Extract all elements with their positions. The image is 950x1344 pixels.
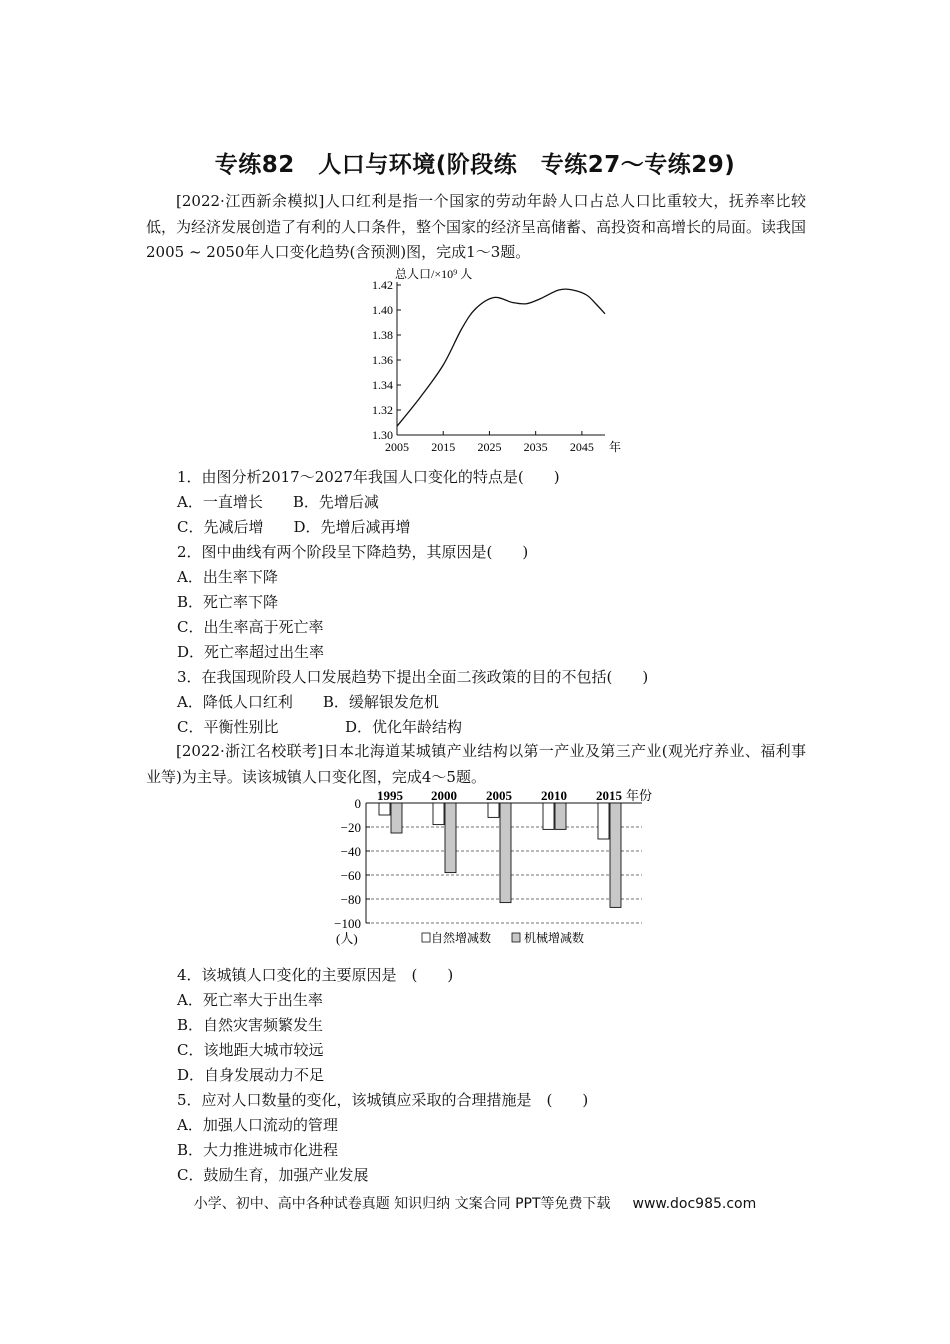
chart1-xtick-label: 2025: [477, 440, 502, 454]
chart1-ytick-label: 1.36: [372, 353, 393, 367]
chart1-xtick-label: 2005: [385, 440, 409, 454]
chart2-ytick-label: 0: [354, 796, 361, 811]
q5-option-a[interactable]: A．加强人口流动的管理: [177, 1116, 338, 1134]
question-4: 4．该城镇人口变化的主要原因是 ( ): [177, 966, 454, 984]
q4-option-c[interactable]: C．该地距大城市较远: [177, 1041, 324, 1059]
legend-label-natural: 自然增减数: [431, 931, 492, 945]
natural-change-bar: [598, 803, 609, 839]
natural-change-bar: [543, 803, 554, 829]
mechanical-change-bar: [555, 803, 566, 829]
legend-label-mechanical: 机械增减数: [524, 931, 585, 945]
chart1-ytick-label: 1.34: [372, 378, 393, 392]
legend-swatch-natural: [422, 933, 430, 942]
footer-site-link[interactable]: www.doc985.com: [632, 1196, 757, 1212]
mechanical-change-bar: [445, 803, 456, 873]
intro-paragraph-1: [146, 189, 806, 266]
q1-option-c[interactable]: C．先减后增: [177, 518, 264, 536]
q5-option-c[interactable]: C．鼓励生育，加强产业发展: [177, 1166, 369, 1184]
chart1-ytick-label: 1.30: [372, 428, 393, 442]
q1-option-d[interactable]: D．先增后减再增: [293, 518, 411, 536]
chart1-ytick-label: 1.40: [372, 303, 393, 317]
mechanical-change-bar: [610, 803, 621, 907]
chart2-category-label: 1995: [377, 788, 403, 803]
q1-options-row-1: [177, 491, 379, 512]
footer-text: 小学、初中、高中各种试卷真题 知识归纳 文案合同 PPT等免费下载: [193, 1196, 611, 1212]
legend-swatch-mechanical: [512, 933, 520, 942]
chart2-category-label: 2005: [486, 788, 512, 803]
q4-option-a[interactable]: A．死亡率大于出生率: [177, 991, 323, 1009]
chart1-xtick-label: 2045: [569, 440, 594, 454]
chart2-xlabel: 年份: [626, 788, 653, 803]
q3-options-row-2: [177, 716, 462, 737]
chart2-category-label: 2015: [596, 788, 622, 803]
intro-text-1: [2022·江西新余模拟]人口红利是指一个国家的劳动年龄人口占总人口比重较大，抚养率比较低，为经济发展创造了有利的人口条件，整个国家的经济呈高储蓄、高投资和高增长的局面。读我国2005 ~ 2050年人口变化趋势(含预测)图，完成1～3题。: [146, 192, 807, 261]
q3-option-a[interactable]: A．降低人口红利: [177, 693, 293, 711]
population-line-chart: [355, 264, 630, 459]
natural-change-bar: [379, 803, 390, 815]
q3-option-c[interactable]: C．平衡性别比: [177, 718, 279, 736]
intro-text-2: [2022·浙江名校联考]日本北海道某城镇产业结构以第一产业及第三产业(观光疗养业、福利事业等)为主导。读该城镇人口变化图，完成4～5题。: [146, 742, 806, 786]
q4-option-d[interactable]: D．自身发展动力不足: [177, 1066, 325, 1084]
chart2-ytick-label: −80: [340, 892, 361, 907]
footer: [0, 1193, 950, 1213]
chart1-xtick-label: 2035: [523, 440, 548, 454]
chart2-ytick-label: −40: [340, 844, 361, 859]
q4-option-b[interactable]: B．自然灾害频繁发生: [177, 1016, 324, 1034]
chart1-ytick-label: 1.42: [372, 278, 393, 292]
population-series-line: [397, 289, 605, 426]
chart1-ylabel: 总人口/×10⁹ 人: [395, 267, 473, 281]
question-3: 3．在我国现阶段人口发展趋势下提出全面二孩政策的目的不包括( ): [177, 668, 649, 686]
natural-change-bar: [433, 803, 444, 825]
q3-option-d[interactable]: D．优化年龄结构: [345, 718, 463, 736]
q1-option-b[interactable]: B．先增后减: [292, 493, 379, 511]
q5-option-b[interactable]: B．大力推进城市化进程: [177, 1141, 339, 1159]
chart1-xlabel: 年: [609, 440, 622, 454]
page-title: 专练82 人口与环境(阶段练 专练27～专练29): [214, 152, 736, 178]
q1-options-row-2: [177, 516, 411, 537]
question-2: 2．图中曲线有两个阶段呈下降趋势，其原因是( ): [177, 543, 529, 561]
natural-change-bar: [488, 803, 499, 817]
q2-option-d[interactable]: D．死亡率超过出生率: [177, 643, 325, 661]
chart1-ytick-label: 1.32: [372, 403, 393, 417]
mechanical-change-bar: [391, 803, 402, 833]
chart2-ytick-label: −60: [340, 868, 361, 883]
chart2-category-label: 2000: [431, 788, 457, 803]
q2-option-a[interactable]: A．出生率下降: [177, 568, 278, 586]
q3-options-row-1: [177, 691, 439, 712]
q2-option-c[interactable]: C．出生率高于死亡率: [177, 618, 324, 636]
question-5: 5．应对人口数量的变化，该城镇应采取的合理措施是 ( ): [177, 1091, 589, 1109]
q2-option-b[interactable]: B．死亡率下降: [177, 593, 279, 611]
chart2-category-label: 2010: [541, 788, 567, 803]
q1-option-a[interactable]: A．一直增长: [177, 493, 263, 511]
population-change-bar-chart: [326, 786, 666, 952]
q3-option-b[interactable]: B．缓解银发危机: [322, 693, 439, 711]
chart1-xtick-label: 2015: [431, 440, 456, 454]
mechanical-change-bar: [500, 803, 511, 903]
intro-paragraph-2: [146, 739, 806, 790]
chart2-ytick-label: −100: [334, 916, 361, 931]
chart2-ylabel: (人): [336, 931, 358, 946]
question-1: 1．由图分析2017～2027年我国人口变化的特点是( ): [177, 468, 560, 486]
chart1-ytick-label: 1.38: [372, 328, 393, 342]
chart2-ytick-label: −20: [340, 820, 361, 835]
